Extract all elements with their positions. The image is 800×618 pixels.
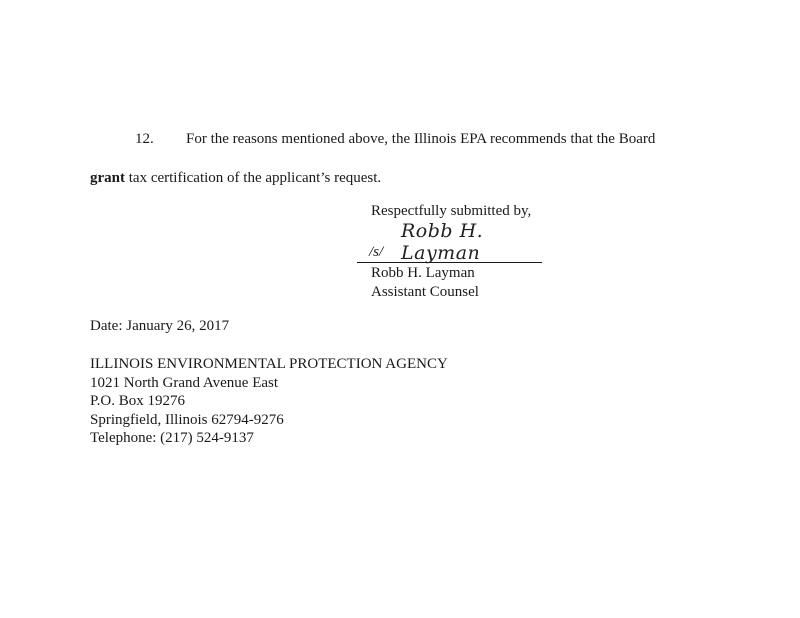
signature-script: Robb H. Layman (401, 220, 484, 264)
paragraph-text-line2 (90, 170, 381, 187)
closing-phrase: Respectfully submitted by, (371, 203, 532, 219)
paragraph-text-line1: For the reasons mentioned above, the Illinois EPA recommends that the Board (186, 131, 656, 147)
agency-city-line: Springfield, Illinois 62794-9276 (90, 411, 284, 428)
date-line: Date: January 26, 2017 (90, 318, 230, 334)
paragraph-text-line2-rest: tax certification of the applicant’s request. (125, 170, 382, 186)
signature-prefix: /s/ (369, 244, 384, 260)
paragraph-number: 12. (135, 131, 154, 147)
agency-name: ILLINOIS ENVIRONMENTAL PROTECTION AGENCY (90, 356, 448, 372)
signer-title: Assistant Counsel (371, 284, 479, 300)
signature-line (357, 220, 542, 264)
bold-word-grant: grant (90, 170, 125, 186)
agency-address-line1: 1021 North Grand Avenue East (90, 374, 279, 391)
agency-address-block (90, 355, 448, 448)
agency-telephone: Telephone: (217) 524-9137 (90, 430, 254, 446)
signer-name: Robb H. Layman (371, 265, 475, 281)
agency-address-line2: P.O. Box 19276 (90, 393, 186, 409)
